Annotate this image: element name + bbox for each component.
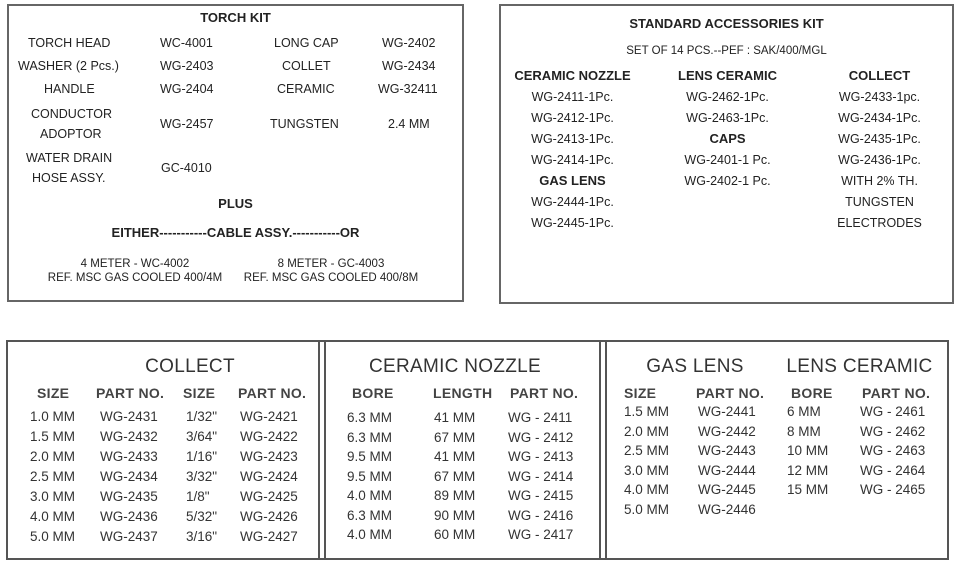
nozzle-table-cell: 67 MM	[434, 429, 476, 445]
collect-item: WG-2434-1Pc.	[838, 111, 921, 125]
lens-ceramic-table-cell: 8 MM	[787, 423, 821, 439]
lens-ceramic-table-cell: 10 MM	[787, 443, 829, 458]
lens-ceramic-table-cell: WG - 2463	[860, 443, 926, 458]
nozzle-table-cell: WG - 2413	[508, 449, 574, 464]
collect-item: WG-2433-1pc.	[838, 90, 921, 104]
collect-table-cell: WG-2431	[100, 409, 158, 424]
torch-item-code: WG-2404	[160, 82, 214, 96]
ceramic-nozzle-item: WG-2412-1Pc.	[531, 111, 614, 125]
gas-lens-table-cell: WG-2446	[698, 501, 756, 517]
collect-header-part: PART NO.	[238, 385, 307, 401]
collect-table-cell: 1/8"	[186, 489, 210, 504]
nozzle-table-cell: 6.3 MM	[347, 507, 393, 523]
divider-4	[605, 342, 607, 558]
torch-item-code: WG-2457	[160, 117, 214, 131]
gas-lens-table-cell: 1.5 MM	[624, 404, 670, 419]
torch-item-name: ADOPTOR	[40, 127, 102, 141]
collect-table-cell: WG-2421	[240, 409, 298, 424]
torch-item-code: GC-4010	[161, 161, 212, 175]
cable-option-8m-ref: REF. MSC GAS COOLED 400/8M	[243, 272, 419, 284]
caps-item: WG-2402-1 Pc.	[684, 174, 771, 188]
lens-ceramic-item: WG-2462-1Pc.	[686, 90, 769, 104]
collect-header-part: PART NO.	[96, 385, 165, 401]
gas-lens-table-cell: WG-2442	[698, 423, 756, 439]
collect-table-cell: WG-2435	[100, 489, 158, 504]
cable-option-4m: 4 METER - WC-4002	[80, 258, 190, 270]
collect-table-cell: WG-2423	[240, 449, 298, 464]
gas-lens-table-cell: 4.0 MM	[624, 482, 670, 497]
nozzle-table-cell: 6.3 MM	[347, 410, 393, 425]
nozzle-table-cell: 60 MM	[434, 527, 476, 542]
torch-item-name: HOSE ASSY.	[32, 171, 106, 185]
lens-ceramic-table-cell: WG - 2461	[860, 404, 926, 419]
divider-3	[599, 342, 601, 558]
nozzle-table-cell: WG - 2417	[508, 527, 574, 542]
nozzle-header-length: LENGTH	[433, 385, 493, 401]
collect-table-cell: 5/32"	[186, 509, 218, 524]
cable-assy-line: EITHER-----------CABLE ASSY.-----------OR	[111, 225, 360, 240]
lens-ceramic-table-title: LENS CERAMIC	[786, 356, 933, 377]
ceramic-nozzle-heading: CERAMIC NOZZLE	[514, 68, 631, 83]
collect-table-cell: WG-2432	[100, 429, 158, 444]
torch-item-code: WG-2403	[160, 59, 214, 73]
gas-lens-header-part: PART NO.	[696, 385, 765, 401]
nozzle-table-cell: 9.5 MM	[347, 468, 393, 484]
collect-table-cell: WG-2422	[240, 429, 298, 444]
accessories-kit-subtitle: SET OF 14 PCS.--PEF : SAK/400/MGL	[626, 45, 827, 57]
torch-item-name: TORCH HEAD	[28, 36, 111, 50]
gas-lens-item: WG-2444-1Pc.	[531, 195, 614, 209]
collect-table-cell: 1/16"	[186, 449, 218, 464]
nozzle-table-cell: 4.0 MM	[347, 488, 393, 503]
collect-table-cell: WG-2426	[240, 509, 298, 524]
collect-item: WG-2435-1Pc.	[838, 132, 921, 146]
torch-item-code: WC-4001	[160, 36, 213, 50]
lens-ceramic-item: WG-2463-1Pc.	[686, 111, 769, 125]
collect-note: TUNGSTEN	[845, 195, 914, 209]
ceramic-nozzle-table-title: CERAMIC NOZZLE	[368, 356, 542, 377]
cable-option-4m-ref: REF. MSC GAS COOLED 400/4M	[47, 272, 223, 284]
collect-table-cell: 3/64"	[186, 429, 218, 444]
collect-table-cell: 3.0 MM	[30, 489, 76, 504]
nozzle-table-cell: 41 MM	[434, 410, 476, 425]
nozzle-table-cell: WG - 2412	[508, 429, 574, 445]
nozzle-table-cell: 67 MM	[434, 468, 476, 484]
ceramic-nozzle-item: WG-2414-1Pc.	[531, 153, 614, 167]
gas-lens-table-cell: WG-2445	[698, 482, 756, 497]
collect-table-cell: 4.0 MM	[30, 509, 76, 524]
lens-ceramic-table-cell: WG - 2464	[860, 462, 926, 478]
gas-lens-table-cell: 5.0 MM	[624, 501, 670, 517]
nozzle-header-bore: BORE	[352, 385, 394, 401]
lens-ceramic-heading: LENS CERAMIC	[678, 68, 777, 83]
torch-item-code: WG-32411	[378, 82, 438, 96]
gas-lens-table-cell: 2.0 MM	[624, 423, 670, 439]
collect-table-cell: WG-2427	[240, 529, 298, 544]
nozzle-table-cell: WG - 2415	[508, 488, 574, 503]
nozzle-table-cell: 6.3 MM	[347, 429, 393, 445]
lens-ceramic-header-bore: BORE	[791, 385, 833, 401]
lens-ceramic-table-cell: 12 MM	[787, 462, 829, 478]
ceramic-nozzle-item: WG-2413-1Pc.	[531, 132, 614, 146]
gas-lens-table-cell: 3.0 MM	[624, 462, 670, 478]
collect-table-cell: WG-2425	[240, 489, 298, 504]
divider-1	[318, 342, 320, 558]
collect-table-title: COLLECT	[145, 356, 235, 377]
collect-table-cell: WG-2436	[100, 509, 158, 524]
ceramic-nozzle-item: WG-2411-1Pc.	[531, 90, 614, 104]
lens-ceramic-table-cell: WG - 2465	[860, 482, 926, 497]
nozzle-table-cell: 90 MM	[434, 507, 476, 523]
collect-table-cell: 5.0 MM	[30, 529, 76, 544]
collect-table-cell: WG-2433	[100, 449, 158, 464]
gas-lens-table-title: GAS LENS	[646, 356, 744, 377]
collect-table-cell: 2.5 MM	[30, 469, 76, 484]
gas-lens-heading: GAS LENS	[539, 173, 606, 188]
gas-lens-header-size: SIZE	[624, 385, 657, 401]
torch-item-code: WG-2434	[382, 59, 436, 73]
lens-ceramic-table-cell: 6 MM	[787, 404, 821, 419]
cable-option-8m: 8 METER - GC-4003	[277, 258, 385, 270]
gas-lens-table-cell: WG-2443	[698, 443, 756, 458]
caps-item: WG-2401-1 Pc.	[684, 153, 771, 167]
caps-heading: CAPS	[709, 131, 746, 146]
collect-table-cell: 1.5 MM	[30, 429, 76, 444]
torch-item-name: CERAMIC	[277, 82, 335, 96]
nozzle-table-cell: WG - 2411	[508, 410, 573, 425]
collect-table-cell: 1/32"	[186, 409, 218, 424]
collect-heading: COLLECT	[848, 68, 911, 83]
nozzle-table-cell: 4.0 MM	[347, 527, 393, 542]
collect-table-cell: 2.0 MM	[30, 449, 76, 464]
gas-lens-item: WG-2445-1Pc.	[531, 216, 614, 230]
torch-item-code: WG-2402	[382, 36, 436, 50]
torch-item-code: 2.4 MM	[388, 117, 430, 131]
torch-item-name: LONG CAP	[274, 36, 339, 50]
nozzle-table-cell: 41 MM	[434, 449, 476, 464]
gas-lens-table-cell: 2.5 MM	[624, 443, 670, 458]
gas-lens-table-cell: WG-2444	[698, 462, 756, 478]
collect-table-cell: 3/32"	[186, 469, 218, 484]
torch-item-name: COLLET	[282, 59, 331, 73]
collect-table-cell: WG-2424	[240, 469, 298, 484]
plus-label: PLUS	[218, 196, 253, 211]
torch-item-name: CONDUCTOR	[31, 107, 113, 121]
torch-item-name: WATER DRAIN	[26, 151, 113, 165]
divider-2	[324, 342, 326, 558]
lens-ceramic-table-cell: WG - 2462	[860, 423, 926, 439]
collect-header-size: SIZE	[183, 385, 216, 401]
collect-table-cell: 1.0 MM	[30, 409, 76, 424]
collect-note: ELECTRODES	[837, 216, 922, 230]
collect-header-size: SIZE	[37, 385, 70, 401]
collect-table-cell: 3/16"	[186, 529, 218, 544]
gas-lens-table-cell: WG-2441	[698, 404, 756, 419]
nozzle-table-cell: 9.5 MM	[347, 449, 393, 464]
nozzle-header-part: PART NO.	[510, 385, 579, 401]
torch-kit-title: TORCH KIT	[200, 10, 271, 25]
lens-ceramic-header-part: PART NO.	[862, 385, 931, 401]
torch-item-name: WASHER (2 Pcs.)	[18, 59, 119, 73]
accessories-kit-title: STANDARD ACCESSORIES KIT	[629, 16, 824, 31]
collect-table-cell: WG-2434	[100, 469, 158, 484]
torch-item-name: HANDLE	[44, 82, 95, 96]
collect-item: WG-2436-1Pc.	[838, 153, 921, 167]
collect-table-cell: WG-2437	[100, 529, 158, 544]
torch-item-name: TUNGSTEN	[270, 117, 339, 131]
lens-ceramic-table-cell: 15 MM	[787, 482, 829, 497]
nozzle-table-cell: WG - 2414	[508, 468, 574, 484]
collect-note: WITH 2% TH.	[841, 174, 918, 188]
nozzle-table-cell: WG - 2416	[508, 507, 574, 523]
nozzle-table-cell: 89 MM	[434, 488, 476, 503]
